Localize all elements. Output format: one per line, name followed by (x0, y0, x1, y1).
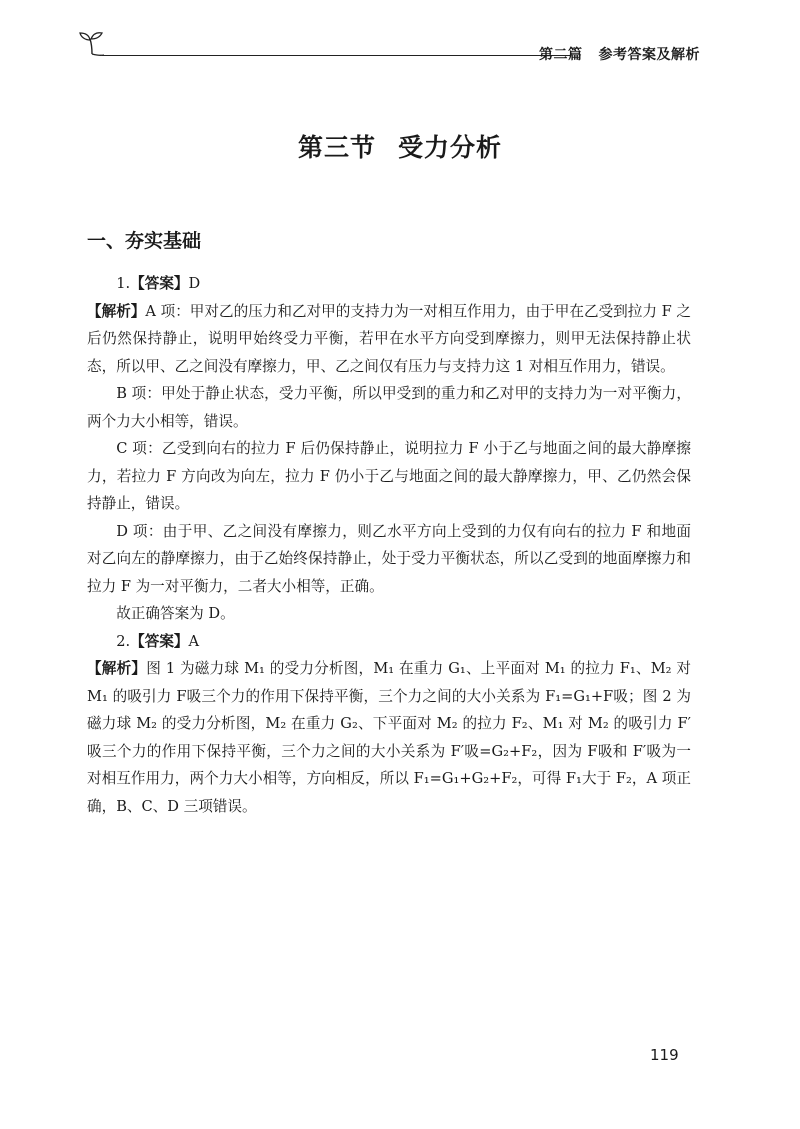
q1-number: 1. (116, 275, 131, 292)
header-section-title: 参考答案及解析 (598, 47, 700, 63)
page-number: 119 (650, 1046, 679, 1064)
q1-answer-tag: 【答案】 (130, 275, 189, 292)
q1-analysis-tag: 【解析】 (87, 302, 146, 320)
header-rule (102, 55, 570, 56)
running-header (78, 28, 700, 68)
q1-analysis-p1 (87, 298, 691, 381)
q2-analysis-text: 图 1 为磁力球 M₁ 的受力分析图，M₁ 在重力 G₁、上平面对 M₁ 的拉力 F₁、M₂ 对 M₁ 的吸引力 F吸三个力的作用下保持平衡，三个力之间的大小关系为 F₁=G₁+F吸；图 2 为磁力球 M₂ 的受力分析图，M₂ 在重力 G₂、下平面对 M₂ 的拉力 F₂、M₁ 对 M₂ 的吸引力 F′吸三个力的作用下保持平衡，三个力之间的大小关系为 F′吸=G₂+F₂，因为 F吸和 F′吸为一对相互作用力，两个力大小相等，方向相反，所以 F₁=G₁+G₂+F₂，可得 F₁大于 F₂，A 项正确，B、C、D 三项错误。 (87, 660, 691, 815)
answer-content (87, 270, 691, 820)
q1-p1-text: A 项：甲对乙的压力和乙对甲的支持力为一对相互作用力，由于甲在乙受到拉力 F 之后仍然保持静止，说明甲始终受力平衡，若甲在水平方向受到摩擦力，则甲无法保持静止状态，所以甲、乙之间没有摩擦力，甲、乙之间仅有压力与支持力这 1 对相互作用力，错误。 (87, 302, 691, 375)
sprout-leaf-icon (78, 28, 108, 58)
q2-number: 2. (116, 632, 131, 650)
header-part: 第二篇 (539, 47, 583, 63)
header-text (539, 44, 700, 64)
q2-answer-line (87, 628, 691, 656)
title-name: 受力分析 (398, 133, 503, 162)
q2-answer: A (188, 632, 200, 650)
q1-analysis-p3: C 项：乙受到向右的拉力 F 后仍保持静止，说明拉力 F 小于乙与地面之间的最大静摩擦力，若拉力 F 方向改为向左，拉力 F 仍小于乙与地面之间的最大静摩擦力，甲、乙仍然会保持静止，错误。 (87, 440, 691, 512)
q1-answer-line (87, 270, 691, 298)
q1-analysis-p2: B 项：甲处于静止状态，受力平衡，所以甲受到的重力和乙对甲的支持力为一对平衡力，两个力大小相等，错误。 (87, 385, 691, 430)
q2-analysis (87, 655, 691, 820)
q1-conclusion: 故正确答案为 D。 (116, 605, 235, 622)
page-title (0, 128, 800, 164)
q2-answer-tag: 【答案】 (130, 632, 189, 650)
q2-analysis-tag: 【解析】 (87, 660, 147, 677)
section-heading: 一、夯实基础 (87, 230, 202, 252)
title-number: 第三节 (297, 133, 376, 162)
q1-answer: D (188, 275, 201, 292)
q1-analysis-p4: D 项：由于甲、乙之间没有摩擦力，则乙水平方向上受到的力仅有向右的拉力 F 和地面对乙向左的静摩擦力，由于乙始终保持静止，处于受力平衡状态，所以乙受到的地面摩擦力和拉力 F 为一对平衡力，二者大小相等，正确。 (87, 522, 691, 595)
